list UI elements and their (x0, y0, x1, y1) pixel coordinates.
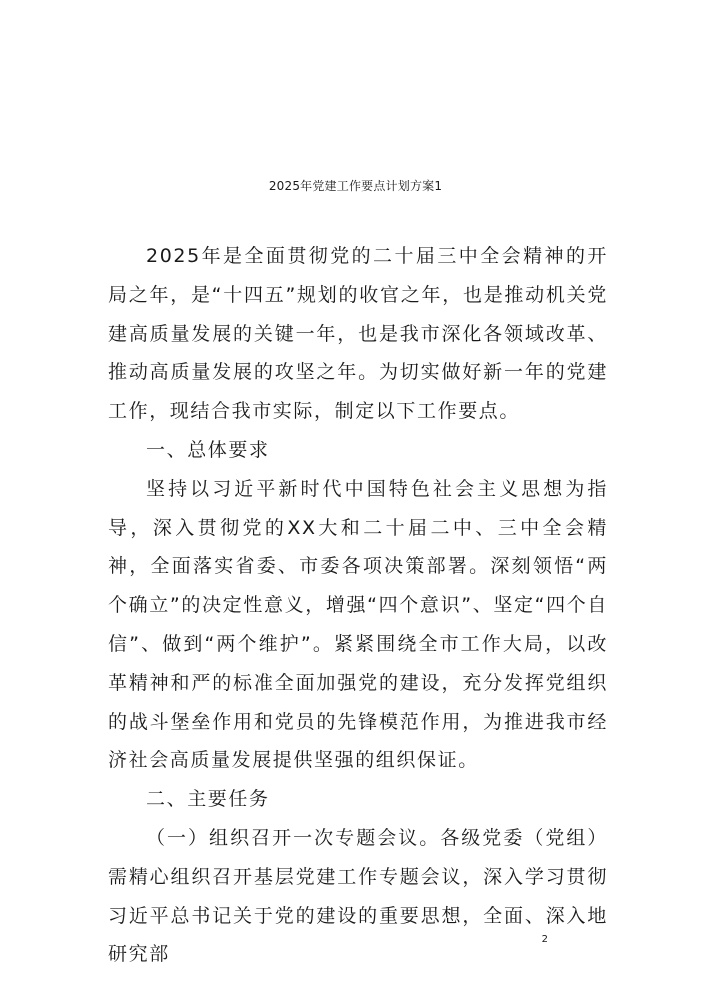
task-one-paragraph: （一）组织召开一次专题会议。各级党委（党组）需精心组织召开基层党建工作专题会议，深入学习贯彻习近平总书记关于党的建设的重要思想，全面、深入地研究部 (108, 826, 608, 966)
general-requirements-paragraph: 坚持以习近平新时代中国特色社会主义思想为指导，深入贯彻党的XX大和二十届二中、三中全会精神，全面落实省委、市委各项决策部署。深刻领悟“两个确立”的决定性意义，增强“四个意识”、坚定“四个自信”、做到“两个维护”。紧紧围绕全市工作大局，以改革精神和严的标准全面加强党的建设，充分发挥党组织的战斗堡垒作用和党员的先锋模范作用，为推进我市经济社会高质量发展提供坚强的组织保证。 (108, 477, 608, 772)
document-body (108, 237, 608, 974)
page-number: 2 (541, 934, 548, 945)
section-heading-main-tasks: 二、主要任务 (146, 788, 270, 811)
document-title: 2025年党建工作要点计划方案1 (268, 179, 443, 193)
intro-paragraph: 2025年是全面贯彻党的二十届三中全会精神的开局之年，是“十四五”规划的收官之年，也是推动机关党建高质量发展的关键一年，也是我市深化各领域改革、推动高质量发展的攻坚之年。为切实做好新一年的党建工作，现结合我市实际，制定以下工作要点。 (108, 245, 608, 423)
section-heading-general-requirements: 一、总体要求 (146, 438, 270, 461)
